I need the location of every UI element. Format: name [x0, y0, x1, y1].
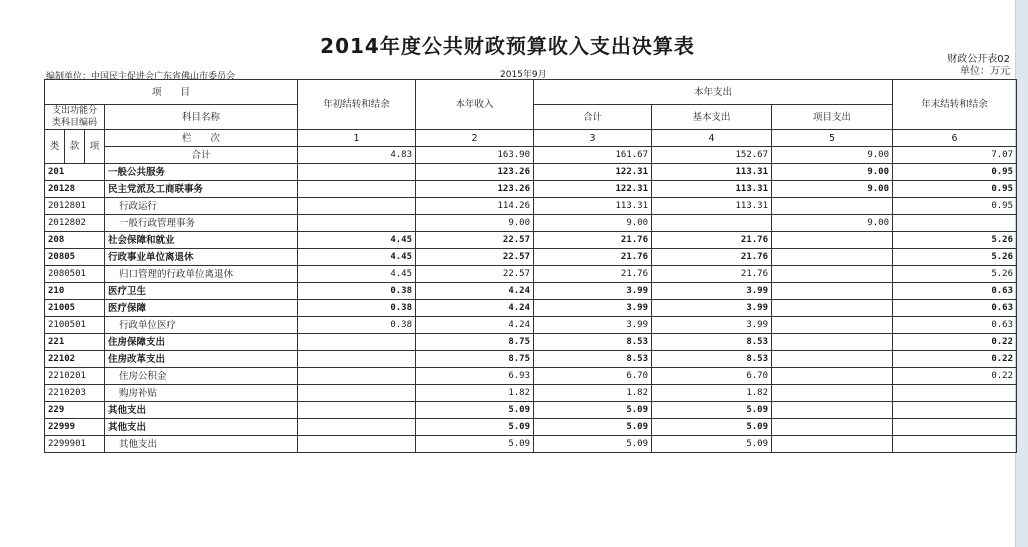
table-row [45, 317, 1017, 334]
amount-cell: 22.57 [416, 249, 534, 266]
amount-cell: 0.63 [893, 300, 1017, 317]
total-label: 合计 [105, 147, 298, 164]
amount-cell: 4.45 [298, 266, 416, 283]
table-row [45, 300, 1017, 317]
col-num: 1 [298, 130, 416, 147]
table-row [45, 164, 1017, 181]
amount-cell: 8.53 [652, 351, 772, 368]
amount-cell: 8.53 [534, 351, 652, 368]
total-value: 7.07 [893, 147, 1017, 164]
subject-name: 住房改革支出 [105, 351, 298, 368]
amount-cell: 4.24 [416, 300, 534, 317]
amount-cell: 0.38 [298, 300, 416, 317]
table-row [45, 402, 1017, 419]
amount-cell: 0.38 [298, 317, 416, 334]
amount-cell: 3.99 [652, 283, 772, 300]
amount-cell [772, 419, 893, 436]
amount-cell: 5.09 [652, 436, 772, 453]
subject-name: 行政单位医疗 [105, 317, 298, 334]
amount-cell [772, 317, 893, 334]
table-row [45, 436, 1017, 453]
form-code: 财政公开表02 [947, 54, 1010, 65]
total-value: 163.90 [416, 147, 534, 164]
amount-cell: 114.26 [416, 198, 534, 215]
amount-cell: 3.99 [534, 283, 652, 300]
amount-cell: 9.00 [534, 215, 652, 232]
total-value: 152.67 [652, 147, 772, 164]
amount-cell: 0.22 [893, 334, 1017, 351]
subject-code: 21005 [45, 300, 105, 317]
total-value: 9.00 [772, 147, 893, 164]
amount-cell: 5.09 [416, 402, 534, 419]
header-basic: 基本支出 [652, 105, 772, 130]
amount-cell: 5.09 [652, 402, 772, 419]
amount-cell [893, 402, 1017, 419]
amount-cell [893, 215, 1017, 232]
amount-cell: 9.00 [772, 215, 893, 232]
amount-cell [772, 334, 893, 351]
amount-cell [772, 283, 893, 300]
amount-cell: 4.24 [416, 317, 534, 334]
amount-cell: 9.00 [772, 164, 893, 181]
amount-cell: 3.99 [534, 300, 652, 317]
header-item: 项 目 [45, 80, 298, 105]
amount-cell: 4.45 [298, 249, 416, 266]
amount-cell: 3.99 [534, 317, 652, 334]
amount-cell: 1.82 [652, 385, 772, 402]
col-num: 5 [772, 130, 893, 147]
amount-cell: 5.26 [893, 266, 1017, 283]
amount-cell: 0.63 [893, 317, 1017, 334]
amount-cell: 5.09 [416, 419, 534, 436]
amount-cell: 0.22 [893, 351, 1017, 368]
amount-cell: 1.82 [534, 385, 652, 402]
amount-cell: 8.75 [416, 351, 534, 368]
header-income: 本年收入 [416, 80, 534, 130]
table-row [45, 283, 1017, 300]
header-current-expense: 本年支出 [534, 80, 893, 105]
amount-cell: 113.31 [652, 181, 772, 198]
table-row [45, 368, 1017, 385]
amount-cell [772, 266, 893, 283]
header-func-class: 支出功能分类科目编码 [45, 105, 105, 130]
subject-code: 229 [45, 402, 105, 419]
report-date: 2015年9月 [500, 70, 547, 80]
page-title: 2014年度公共财政预算收入支出决算表 [320, 34, 695, 58]
subject-code: 210 [45, 283, 105, 300]
table-row [45, 215, 1017, 232]
amount-cell [298, 164, 416, 181]
subject-code: 22102 [45, 351, 105, 368]
header-lan-ci: 栏 次 [105, 130, 298, 147]
amount-cell: 3.99 [652, 300, 772, 317]
amount-cell: 21.76 [652, 266, 772, 283]
amount-cell [893, 419, 1017, 436]
amount-cell: 9.00 [416, 215, 534, 232]
header-total: 合计 [534, 105, 652, 130]
amount-cell [772, 351, 893, 368]
amount-cell: 123.26 [416, 164, 534, 181]
total-value: 161.67 [534, 147, 652, 164]
table-row [45, 385, 1017, 402]
amount-cell: 6.70 [652, 368, 772, 385]
subject-name: 医疗保障 [105, 300, 298, 317]
subject-name: 行政运行 [105, 198, 298, 215]
amount-cell [772, 249, 893, 266]
subject-name: 民主党派及工商联事务 [105, 181, 298, 198]
table-row [45, 419, 1017, 436]
header-xiang: 项 [85, 130, 105, 164]
budget-table [44, 79, 1017, 453]
amount-cell [772, 300, 893, 317]
subject-code: 221 [45, 334, 105, 351]
compiler-unit: 编制单位：中国民主促进会广东省佛山市委员会 [46, 72, 236, 82]
amount-cell: 113.31 [652, 198, 772, 215]
header-lei: 类 [45, 130, 65, 164]
col-num: 4 [652, 130, 772, 147]
amount-cell: 8.53 [534, 334, 652, 351]
amount-cell [772, 436, 893, 453]
amount-cell: 122.31 [534, 164, 652, 181]
amount-cell [298, 351, 416, 368]
amount-cell: 113.31 [652, 164, 772, 181]
col-num: 3 [534, 130, 652, 147]
amount-cell: 5.09 [534, 402, 652, 419]
amount-cell: 5.26 [893, 232, 1017, 249]
subject-name: 其他支出 [105, 436, 298, 453]
subject-code: 2012801 [45, 198, 105, 215]
subject-name: 其他支出 [105, 402, 298, 419]
amount-cell: 4.24 [416, 283, 534, 300]
amount-cell [652, 215, 772, 232]
amount-cell [298, 385, 416, 402]
amount-cell: 5.26 [893, 249, 1017, 266]
col-num: 6 [893, 130, 1017, 147]
amount-cell: 21.76 [534, 232, 652, 249]
subject-name: 社会保障和就业 [105, 232, 298, 249]
amount-cell [298, 334, 416, 351]
subject-name: 购房补贴 [105, 385, 298, 402]
table-row [45, 351, 1017, 368]
amount-cell: 22.57 [416, 266, 534, 283]
amount-cell: 9.00 [772, 181, 893, 198]
table-row [45, 232, 1017, 249]
amount-cell: 123.26 [416, 181, 534, 198]
subject-code: 2210201 [45, 368, 105, 385]
amount-cell: 3.99 [652, 317, 772, 334]
subject-name: 住房保障支出 [105, 334, 298, 351]
amount-cell: 0.95 [893, 198, 1017, 215]
amount-cell: 0.63 [893, 283, 1017, 300]
col-num: 2 [416, 130, 534, 147]
amount-cell [893, 436, 1017, 453]
amount-cell [298, 198, 416, 215]
amount-cell: 0.95 [893, 181, 1017, 198]
subject-name: 住房公积金 [105, 368, 298, 385]
amount-cell: 4.45 [298, 232, 416, 249]
amount-cell: 8.53 [652, 334, 772, 351]
header-project: 项目支出 [772, 105, 893, 130]
amount-cell: 6.70 [534, 368, 652, 385]
amount-cell [298, 368, 416, 385]
subject-code: 2080501 [45, 266, 105, 283]
subject-code: 2100501 [45, 317, 105, 334]
amount-cell: 5.09 [652, 419, 772, 436]
header-subject-name: 科目名称 [105, 105, 298, 130]
amount-cell [298, 215, 416, 232]
amount-cell: 6.93 [416, 368, 534, 385]
subject-name: 一般公共服务 [105, 164, 298, 181]
table-row [45, 266, 1017, 283]
header-kuan: 款 [65, 130, 85, 164]
subject-code: 2210203 [45, 385, 105, 402]
amount-cell [772, 368, 893, 385]
subject-code: 2299901 [45, 436, 105, 453]
subject-code: 20128 [45, 181, 105, 198]
header-closing-balance: 年末结转和结余 [893, 80, 1017, 130]
amount-cell [772, 402, 893, 419]
table-row [45, 198, 1017, 215]
amount-cell [772, 385, 893, 402]
amount-cell: 5.09 [534, 419, 652, 436]
amount-cell: 21.76 [534, 266, 652, 283]
amount-cell: 0.38 [298, 283, 416, 300]
amount-cell: 22.57 [416, 232, 534, 249]
subject-code: 208 [45, 232, 105, 249]
subject-name: 医疗卫生 [105, 283, 298, 300]
amount-cell [298, 181, 416, 198]
subject-name: 其他支出 [105, 419, 298, 436]
amount-cell [772, 198, 893, 215]
amount-cell: 1.82 [416, 385, 534, 402]
amount-cell [893, 385, 1017, 402]
amount-cell: 8.75 [416, 334, 534, 351]
total-value: 4.83 [298, 147, 416, 164]
header-opening-balance: 年初结转和结余 [298, 80, 416, 130]
amount-cell: 21.76 [652, 249, 772, 266]
amount-cell: 21.76 [652, 232, 772, 249]
amount-cell: 0.22 [893, 368, 1017, 385]
amount-cell: 5.09 [416, 436, 534, 453]
subject-name: 行政事业单位离退休 [105, 249, 298, 266]
amount-cell: 5.09 [534, 436, 652, 453]
table-row [45, 249, 1017, 266]
amount-cell [772, 232, 893, 249]
subject-code: 22999 [45, 419, 105, 436]
subject-code: 20805 [45, 249, 105, 266]
unit-label: 单位：万元 [960, 66, 1010, 77]
subject-code: 201 [45, 164, 105, 181]
table-row [45, 334, 1017, 351]
amount-cell: 113.31 [534, 198, 652, 215]
subject-name: 归口管理的行政单位离退休 [105, 266, 298, 283]
amount-cell [298, 419, 416, 436]
amount-cell: 21.76 [534, 249, 652, 266]
subject-name: 一般行政管理事务 [105, 215, 298, 232]
subject-code: 2012802 [45, 215, 105, 232]
table-row [45, 181, 1017, 198]
amount-cell [298, 436, 416, 453]
amount-cell [298, 402, 416, 419]
amount-cell: 0.95 [893, 164, 1017, 181]
amount-cell: 122.31 [534, 181, 652, 198]
